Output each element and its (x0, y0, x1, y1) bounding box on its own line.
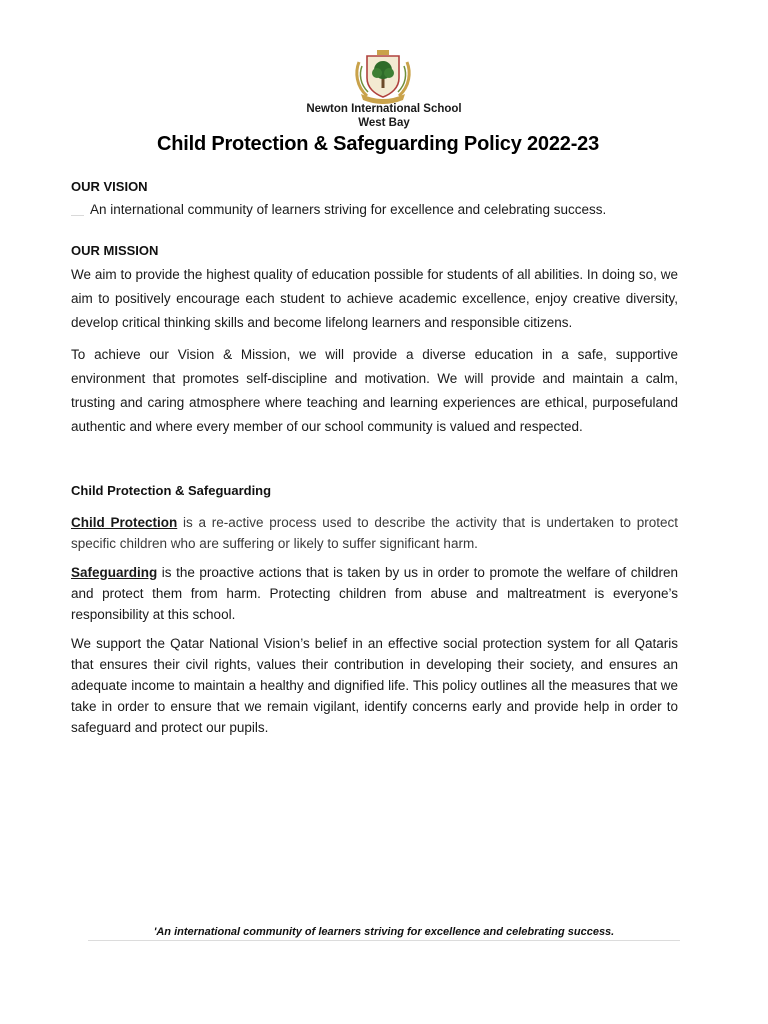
mission-heading: OUR MISSION (71, 243, 159, 258)
footer-motto: 'An international community of learners striving for excellence and celebrating success. (153, 926, 615, 938)
school-name: Newton International School (306, 103, 462, 115)
qatar-vision-paragraph: We support the Qatar National Vision’s belief in an effective social protection system for all Qataris that ensures their civil rights, values their contribution in developing their society, and ensures an adequate income to maintain a healthy and dignified life. This policy outlines all the measures that we take in order to ensure that we remain vigilant, identify concerns early and provide help in order to safeguard and protect our pupils. (71, 636, 678, 735)
school-location: West Bay (358, 117, 410, 129)
document-title: Child Protection & Safeguarding Policy 2022-23 (156, 133, 600, 155)
child-protection-term: Child Protection (71, 515, 178, 530)
child-protection-text: is a re-active process used to describe the activity that is undertaken to protect specific children who are suffering or likely to suffer significant harm. (71, 515, 678, 551)
vision-heading: OUR VISION (71, 179, 148, 194)
child-protection-heading: Child Protection & Safeguarding (71, 483, 272, 498)
safeguarding-text: is the proactive actions that is taken by us in order to promote the welfare of children and protect them from harm. Protecting children from abuse and maltreatment is everyone’s responsibility at this school. (71, 565, 678, 622)
child-protection-definition (71, 512, 678, 554)
vision-text: An international community of learners striving for excellence and celebrating success. (90, 202, 607, 217)
footer-divider (88, 940, 680, 941)
mission-paragraph: We aim to provide the highest quality of education possible for students of all abilities. In doing so, we aim to positively encourage each student to achieve academic excellence, enjoy creative diversity, develop critical thinking skills and become lifelong learners and responsible citizens. (71, 267, 678, 330)
vision-mission-paragraph: To achieve our Vision & Mission, we will provide a diverse education in a safe, supportive environment that promotes self-discipline and motivation. We will provide and maintain a calm, trusting and caring atmosphere where teaching and learning experiences are ethical, purposefuland authentic and where every member of our school community is valued and respected. (71, 347, 678, 434)
bullet-marker (71, 215, 84, 216)
safeguarding-term: Safeguarding (71, 565, 158, 580)
school-crest-logo (353, 46, 413, 104)
safeguarding-definition (71, 562, 678, 625)
